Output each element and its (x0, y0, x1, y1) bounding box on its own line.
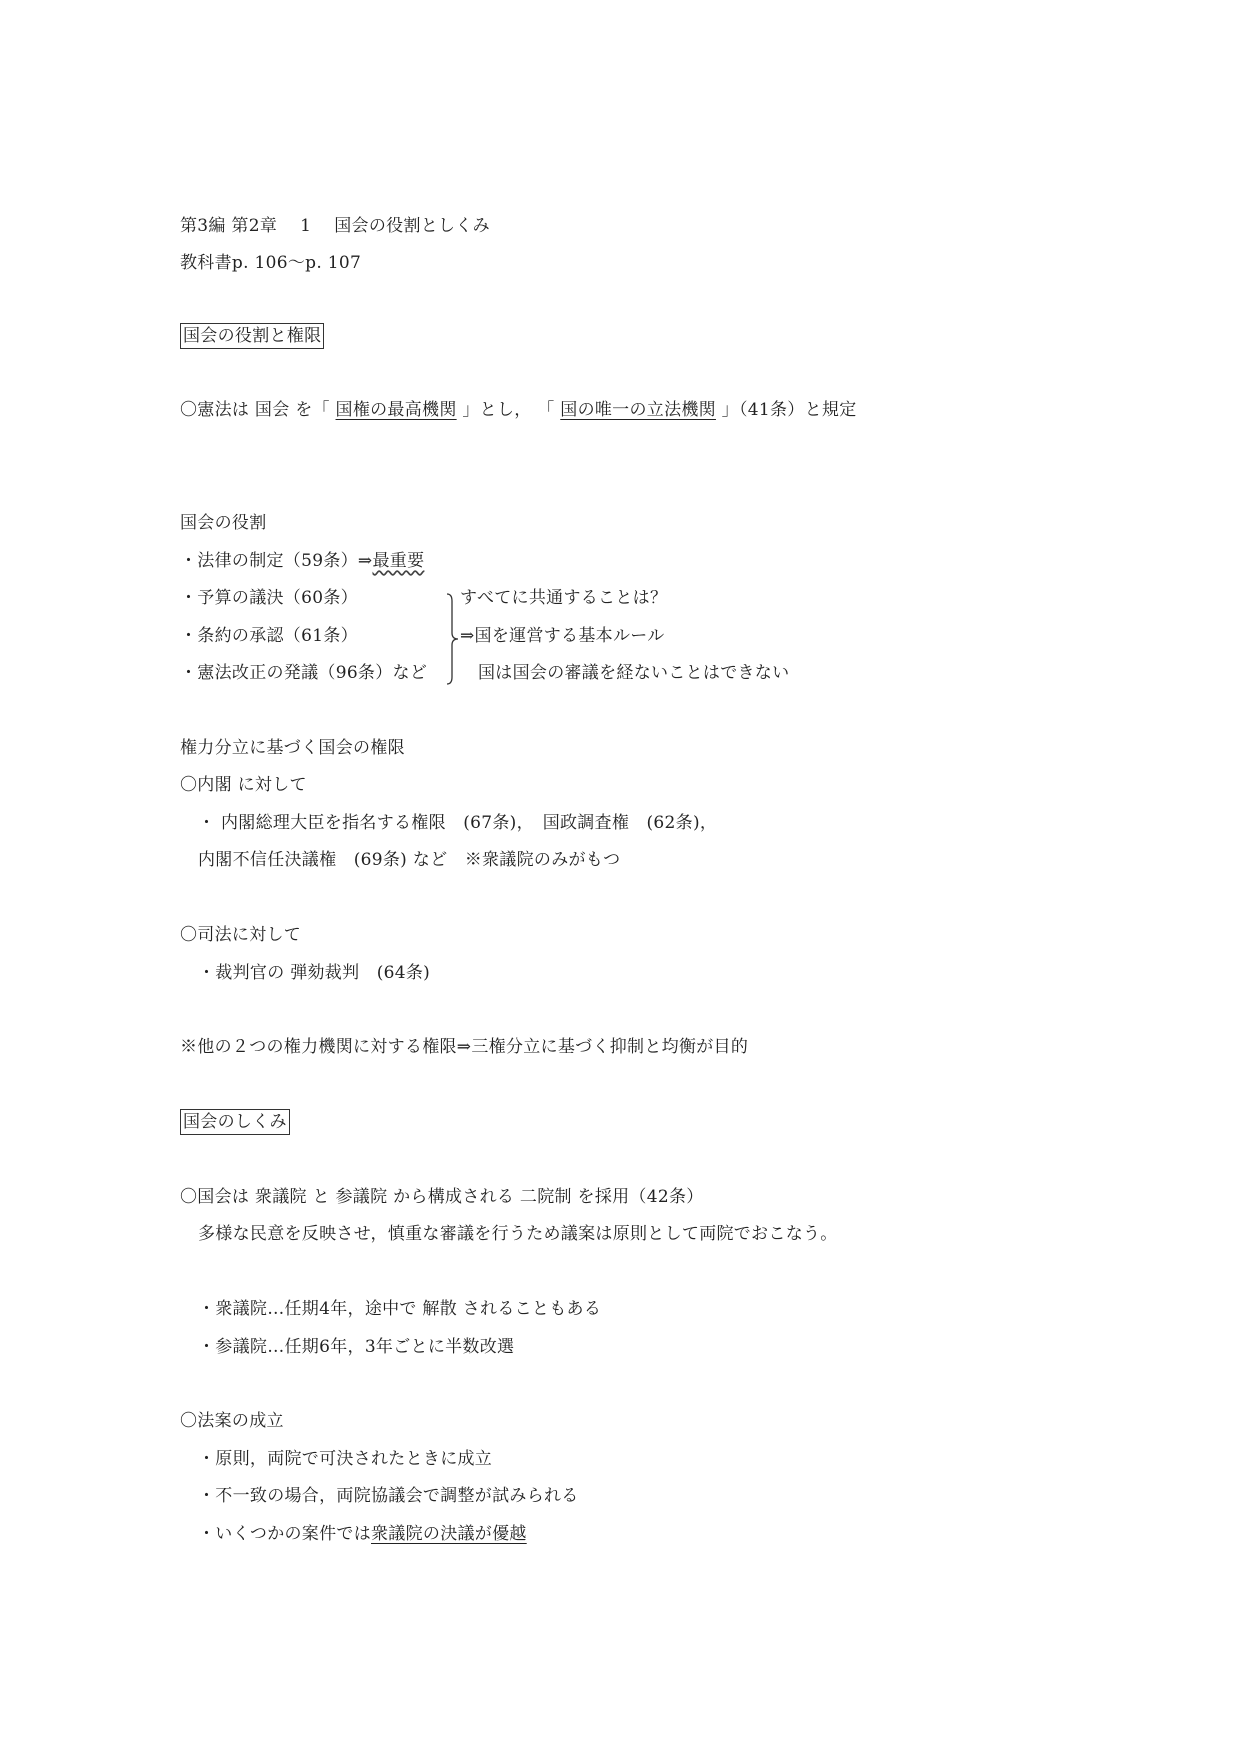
brace-note-question: すべてに共通することは？ (460, 588, 668, 608)
role-item-treaty: ・条約の承認（61条） (180, 626, 358, 646)
boxed-heading: 国会の役割と権限 (180, 323, 324, 349)
constitution-subject: 国会 (254, 400, 290, 420)
bicameral-reason: 多様な民意を反映させ，慎重な審議を行うため議案は原則として両院でおこなう。 (198, 1224, 838, 1244)
bill-item-supremacy-text: ・いくつかの案件では (198, 1524, 371, 1544)
bill-item-principle: ・原則，両院で可決されたときに成立 (198, 1449, 493, 1469)
constitution-suffix: 」（41条）と規定 (715, 400, 857, 420)
role-item-amendment: ・憲法改正の発議（96条）など (180, 663, 428, 683)
brace-note-basic-rule: ⇒国を運営する基本ルール (460, 626, 665, 646)
cabinet-powers-line2: 内閣不信任決議権 (69条) など ※衆議院のみがもつ (198, 850, 621, 870)
lower-house-item: ・衆議院…任期4年，途中で 解散 されることもある (198, 1299, 602, 1319)
sole-legislative-organ-term: 国の唯一の立法機関 (560, 400, 716, 420)
section-heading-structure (180, 1111, 290, 1133)
constitution-mid2: 」とし， 「 (456, 400, 561, 420)
bill-item-supremacy (198, 1523, 527, 1545)
brace-note-deliberation: 国は国会の審議を経ないことはできない (478, 663, 790, 683)
roles-heading: 国会の役割 (180, 513, 267, 533)
right-brace (446, 593, 460, 685)
textbook-pages: 教科書p. 106〜p. 107 (180, 253, 362, 273)
constitution-mid1: を「 (289, 400, 336, 420)
bill-item-conference: ・不一致の場合，両院協議会で調整が試みられる (198, 1486, 579, 1506)
powers-heading: 権力分立に基づく国会の権限 (180, 738, 405, 758)
section-heading-roles-and-powers (180, 325, 324, 347)
boxed-heading: 国会のしくみ (180, 1109, 290, 1135)
checks-and-balances-note: ※他の２つの権力機関に対する権限⇒三権分立に基づく抑制と均衡が目的 (180, 1037, 749, 1057)
constitution-prefix: 〇憲法は (180, 400, 255, 420)
highest-organ-term: 国権の最高機関 (335, 400, 457, 420)
bicameral-line: 〇国会は 衆議院 と 参議院 から構成される 二院制 を採用（42条） (180, 1187, 704, 1207)
cabinet-powers-line1: ・ 内閣総理大臣を指名する権限 (67条)， 国政調査権 (62条)， (198, 813, 718, 833)
role-item-legislation-text: ・法律の制定（59条）⇒ (180, 551, 373, 571)
chapter-title: 第3編 第2章 1 国会の役割としくみ (180, 216, 490, 236)
judiciary-powers-line: ・裁判官の 弾劾裁判 (64条) (198, 963, 431, 983)
role-item-legislation (180, 550, 424, 572)
most-important-emphasis: 最重要 (372, 551, 425, 571)
judiciary-heading: 〇司法に対して (180, 925, 302, 945)
upper-house-item: ・参議院…任期6年，3年ごとに半数改選 (198, 1337, 515, 1357)
cabinet-heading: 〇内閣 に対して (180, 775, 307, 795)
constitution-statement (180, 399, 857, 421)
bill-passage-heading: 〇法案の成立 (180, 1411, 284, 1431)
role-item-budget: ・予算の議決（60条） (180, 588, 358, 608)
lower-house-supremacy-emphasis: 衆議院の決議が優越 (371, 1524, 527, 1544)
